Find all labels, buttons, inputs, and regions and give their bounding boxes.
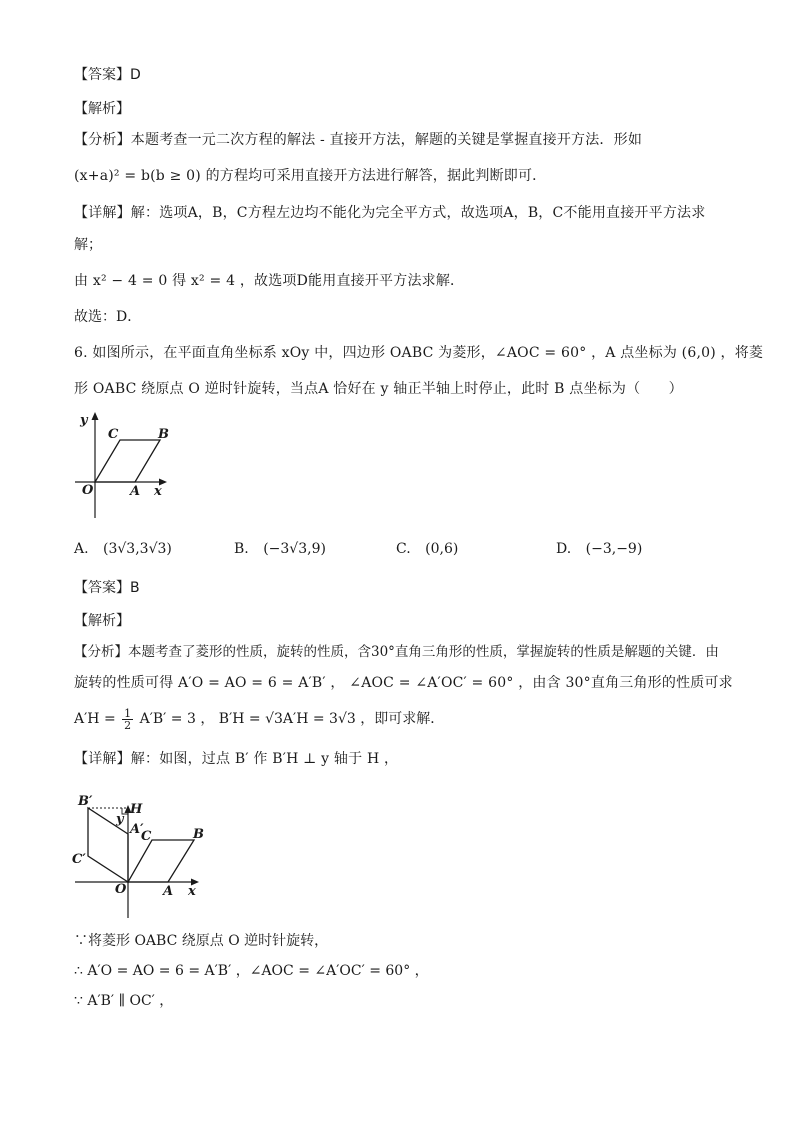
question-6-line-2: 形 OABC 绕原点 O 逆时针旋转，当点A 恰好在 y 轴正半轴上时停止，此时 B 点坐标为（ ）: [74, 381, 683, 397]
fig2-label-A: A: [163, 884, 174, 899]
figure-rhombus-original: [70, 408, 180, 523]
answer-value: B: [130, 580, 140, 596]
fig1-label-A: A: [130, 484, 141, 499]
answer-tag: 【答案】: [74, 580, 130, 596]
answer-line-2: [74, 579, 140, 597]
answer-line-1: [74, 66, 141, 84]
detail-line-2: 【详解】解：如图，过点 B′ 作 B′H ⊥ y 轴于 H ，: [74, 751, 399, 767]
answer-value: D: [130, 67, 141, 83]
fig1-label-O: O: [82, 483, 94, 498]
fig2-label-B: B: [193, 827, 204, 842]
because-line-1: ∵将菱形 OABC 绕原点 O 逆时针旋转，: [74, 933, 329, 949]
option-a: A. (3√3,3√3): [74, 541, 172, 557]
fig2-label-C1: C′: [72, 852, 86, 867]
detail-text-1: 【详解】解：选项A，B，C方程左边均不能化为完全平方式，故选项A，B，C不能用直接开平方法求: [74, 205, 706, 221]
analysis-tag-1: 【解析】: [74, 101, 130, 117]
fig2-label-C: C: [141, 829, 152, 844]
question-6-line-1: 6. 如图所示，在平面直角坐标系 xOy 中，四边形 OABC 为菱形，∠AOC = 60° ，A 点坐标为 (6,0) ，将菱: [74, 345, 764, 361]
figure-rhombus-rotated: [70, 790, 210, 922]
analysis-tag-2: 【解析】: [74, 613, 130, 629]
detail-text-3: 由 x² − 4 = 0 得 x² = 4 ，故选项D能用直接开平方法求解．: [74, 273, 465, 289]
fig2-label-B1: B′: [78, 794, 93, 809]
therefore-line-1: ∴ A′O = AO = 6 = A′B′ ，∠AOC = ∠A′OC′ = 60° ，: [74, 963, 429, 979]
option-b: B. (−3√3,9): [234, 541, 326, 557]
answer-tag: 【答案】: [74, 67, 130, 83]
fenxi-line-3: A′H = $\frac{1}{2}$ A′B′ = 3 ， B′H = √3A′H = 3√3 ，即可求解．: [74, 706, 445, 732]
fig2-label-O: O: [115, 882, 127, 897]
fig2-label-x: x: [188, 884, 196, 899]
detail-text-2: 解；: [74, 237, 102, 253]
choose-line-1: 故选：D．: [74, 309, 142, 325]
fraction-one-half: $\frac{1}{2}$: [124, 706, 132, 732]
fig1-label-x: x: [154, 484, 162, 499]
fenxi-line-1: 【分析】本题考查了菱形的性质，旋转的性质，含30°直角三角形的性质，掌握旋转的性质是解题的关键．由: [74, 644, 719, 660]
fenxi-text-1: 【分析】本题考查一元二次方程的解法 - 直接开方法，解题的关键是掌握直接开方法．形如: [74, 132, 643, 148]
formula-line-1: (x+a)² = b(b ≥ 0) 的方程均可采用直接开方法进行解答，据此判断即可．: [74, 168, 547, 184]
because-line-2: ∵ A′B′ ∥ OC′ ，: [74, 993, 174, 1009]
option-d: D. (−3,−9): [556, 541, 643, 557]
fenxi-line-2: 旋转的性质可得 A′O = AO = 6 = A′B′ ， ∠AOC = ∠A′OC′ = 60° ，由含 30°直角三角形的性质可求: [74, 675, 733, 691]
fig1-label-y: y: [80, 413, 88, 428]
fig1-label-B: B: [158, 427, 169, 442]
fig2-label-A1: A′: [130, 822, 144, 837]
fig2-label-H: H: [130, 802, 143, 817]
fig1-label-C: C: [108, 427, 119, 442]
option-c: C. (0,6): [396, 541, 459, 557]
fig2-label-y: y: [116, 812, 124, 827]
